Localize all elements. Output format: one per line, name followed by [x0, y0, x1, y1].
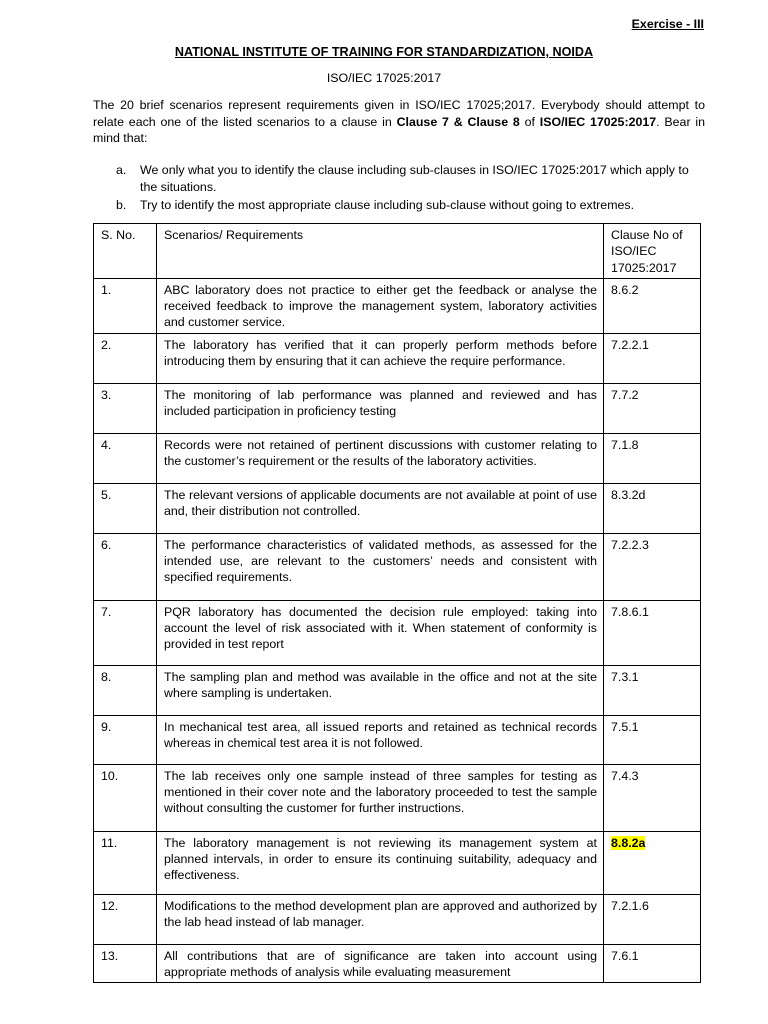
- highlighted-clause: 8.8.2a: [611, 835, 646, 850]
- row-sno: 9.: [94, 715, 157, 764]
- row-scenario: The sampling plan and method was available in the office and not at the site where sampling is undertaken.: [157, 665, 604, 715]
- table-row: [94, 600, 701, 665]
- row-scenario: PQR laboratory has documented the decision rule employed: taking into account the level of risk associated with it. When statement of conformity is provided in test report: [157, 600, 604, 665]
- intro-paragraph: [93, 97, 705, 147]
- row-clause: 7.3.1: [604, 665, 701, 715]
- instruction-item: [116, 197, 706, 214]
- row-scenario: The laboratory management is not reviewing its management system at planned intervals, in order to ensure its continuing suitability, adequacy and effectiveness.: [157, 831, 604, 894]
- intro-bold-clauses: Clause 7 & Clause 8: [396, 114, 520, 129]
- row-clause: 7.7.2: [604, 383, 701, 433]
- table-row: [94, 715, 701, 764]
- exercise-label: Exercise - III: [631, 17, 704, 31]
- table-row: [94, 894, 701, 944]
- intro-text-1: The 20 brief scenarios represent requirements given in ISO/IEC 17025;2017. Everybody should attempt to relate each one of the listed scenarios to a clause in: [93, 98, 705, 129]
- row-clause: 7.6.1: [604, 944, 701, 983]
- row-clause: 7.8.6.1: [604, 600, 701, 665]
- row-sno: 12.: [94, 894, 157, 944]
- institute-title: NATIONAL INSTITUTE OF TRAINING FOR STANDARDIZATION, NOIDA: [174, 45, 594, 59]
- row-sno: 2.: [94, 333, 157, 383]
- row-scenario: The monitoring of lab performance was planned and reviewed and has included participation in proficiency testing: [157, 383, 604, 433]
- standard-subtitle: ISO/IEC 17025:2017: [326, 71, 442, 85]
- row-sno: 13.: [94, 944, 157, 983]
- row-sno: 1.: [94, 278, 157, 333]
- header-sno: S. No.: [94, 224, 157, 279]
- header-clause: Clause No of ISO/IEC 17025:2017: [604, 224, 701, 279]
- row-clause: 7.2.2.3: [604, 533, 701, 600]
- table-row: [94, 278, 701, 333]
- row-clause: [604, 831, 701, 894]
- row-sno: 10.: [94, 764, 157, 831]
- row-clause: 7.1.8: [604, 433, 701, 483]
- table-row: [94, 433, 701, 483]
- row-clause: 8.6.2: [604, 278, 701, 333]
- row-scenario: The performance characteristics of validated methods, as assessed for the intended use, are relevant to the customers’ needs and consistent with specified requirements.: [157, 533, 604, 600]
- table-row: [94, 533, 701, 600]
- instruction-text: Try to identify the most appropriate clause including sub-clause without going to extremes.: [140, 198, 635, 212]
- intro-text-3: . Bear in mind that:: [93, 114, 706, 145]
- table-row: [94, 944, 701, 983]
- row-sno: 6.: [94, 533, 157, 600]
- instruction-item: [116, 162, 706, 196]
- row-clause: 7.5.1: [604, 715, 701, 764]
- row-scenario: The relevant versions of applicable documents are not available at point of use and, their distribution not controlled.: [157, 483, 604, 533]
- row-sno: 3.: [94, 383, 157, 433]
- row-scenario: The lab receives only one sample instead of three samples for testing as mentioned in their cover note and the laboratory proceeded to test the sample without consulting the customer for further instructions.: [157, 764, 604, 831]
- table-header-row: [94, 224, 701, 279]
- row-scenario: ABC laboratory does not practice to either get the feedback or analyse the received feedback to improve the management system, laboratory activities and customer service.: [157, 278, 604, 333]
- intro-bold-standard: ISO/IEC 17025:2017: [539, 114, 657, 129]
- row-sno: 5.: [94, 483, 157, 533]
- row-scenario: Records were not retained of pertinent discussions with customer relating to the customer’s requirement or the results of the laboratory activities.: [157, 433, 604, 483]
- row-sno: 4.: [94, 433, 157, 483]
- instruction-marker: a.: [116, 163, 127, 177]
- row-scenario: Modifications to the method development plan are approved and authorized by the lab head instead of lab manager.: [157, 894, 604, 944]
- row-scenario: In mechanical test area, all issued reports and retained as technical records whereas in chemical test area it is not followed.: [157, 715, 604, 764]
- scenarios-table: [93, 223, 701, 983]
- instruction-text: We only what you to identify the clause including sub-clauses in ISO/IEC 17025:2017 which apply to the situations.: [140, 163, 689, 194]
- row-clause: 7.2.2.1: [604, 333, 701, 383]
- row-clause: 8.3.2d: [604, 483, 701, 533]
- row-scenario: All contributions that are of significance are taken into account using appropriate methods of analysis while evaluating measurement: [157, 944, 604, 983]
- row-clause: 7.4.3: [604, 764, 701, 831]
- row-scenario: The laboratory has verified that it can properly perform methods before introducing them by ensuring that it can achieve the require performance.: [157, 333, 604, 383]
- table-row: [94, 333, 701, 383]
- row-sno: 11.: [94, 831, 157, 894]
- intro-text-2: of: [519, 114, 540, 129]
- table-row: [94, 383, 701, 433]
- table-row: [94, 764, 701, 831]
- row-clause: 7.2.1.6: [604, 894, 701, 944]
- instruction-marker: b.: [116, 198, 127, 212]
- row-sno: 7.: [94, 600, 157, 665]
- table-row: [94, 665, 701, 715]
- header-scenario: Scenarios/ Requirements: [157, 224, 604, 279]
- row-sno: 8.: [94, 665, 157, 715]
- instruction-list: [116, 162, 706, 215]
- table-row: [94, 483, 701, 533]
- table-row: [94, 831, 701, 894]
